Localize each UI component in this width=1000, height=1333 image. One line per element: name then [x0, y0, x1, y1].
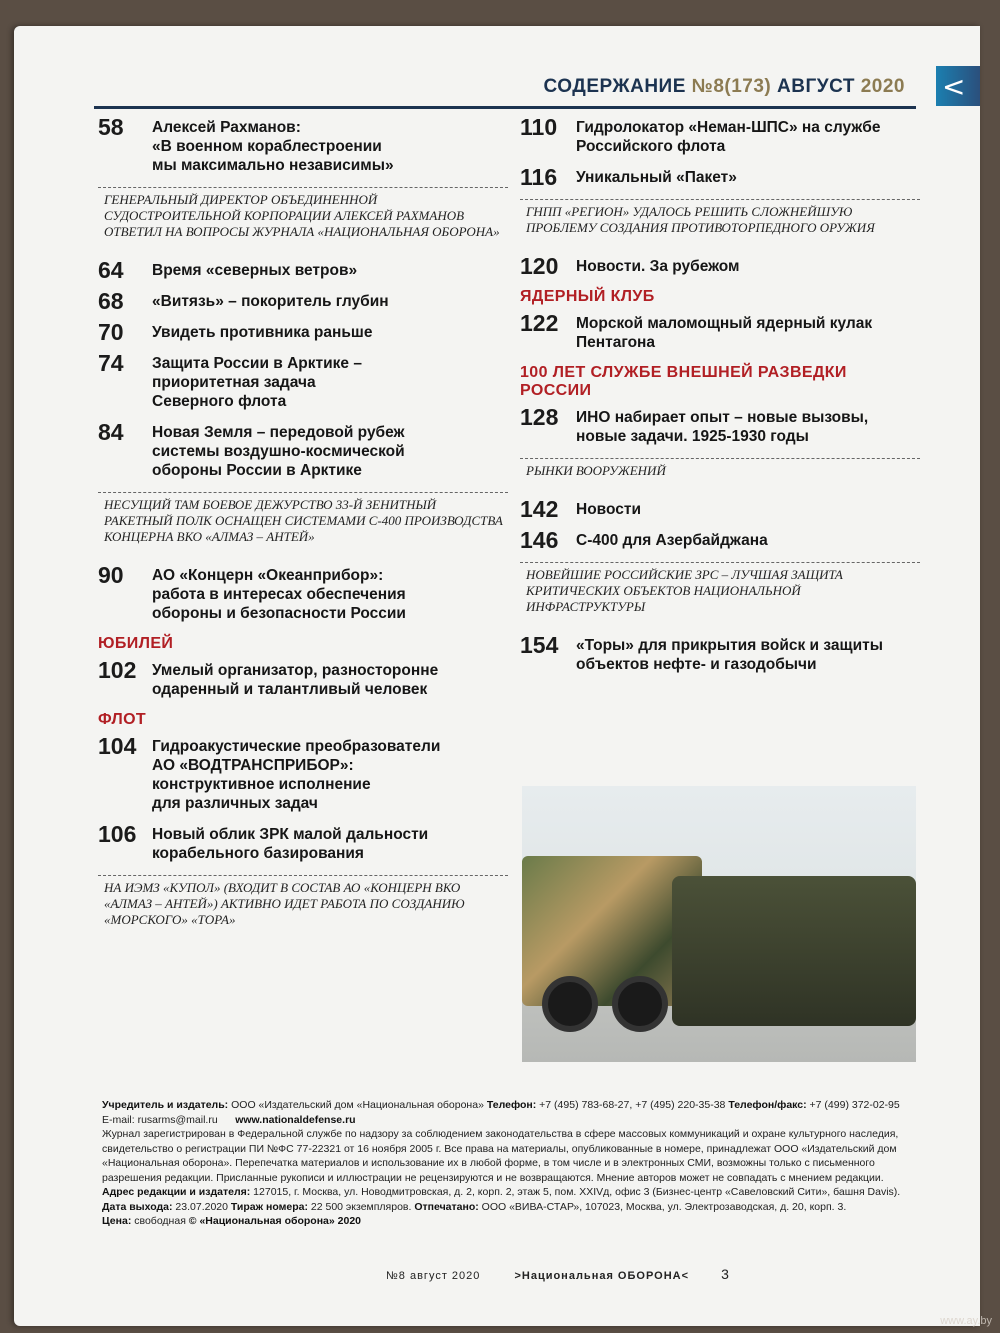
toc-entry-74[interactable] — [98, 350, 508, 411]
magazine-page — [14, 26, 980, 1326]
article-lead: ГНПП «РЕГИОН» УДАЛОСЬ РЕШИТЬ СЛОЖНЕЙШУЮ ПРОБЛЕМУ СОЗДАНИЯ ПРОТИВОТОРПЕДНОГО ОРУЖИЯ — [520, 199, 920, 241]
contents-left-column — [98, 114, 508, 949]
page-number: 68 — [98, 288, 124, 314]
toc-entry-120[interactable] — [520, 253, 920, 279]
article-title: С-400 для Азербайджана — [576, 532, 768, 549]
article-title: Гидролокатор «Неман-ШПС» на службе Российского флота — [576, 119, 881, 155]
toc-entry-58[interactable] — [98, 114, 508, 175]
header-rule — [94, 106, 916, 109]
contents-right-column — [520, 114, 920, 686]
page-number: 106 — [98, 821, 137, 847]
email-link[interactable]: E-mail: rusarms@mail.ru — [102, 1113, 218, 1126]
page-number: 122 — [520, 310, 559, 336]
article-lead: ГЕНЕРАЛЬНЫЙ ДИРЕКТОР ОБЪЕДИНЕННОЙ СУДОСТРОИТЕЛЬНОЙ КОРПОРАЦИИ АЛЕКСЕЙ РАХМАНОВ ОТВЕТИЛ НА ВОПРОСЫ ЖУРНАЛА «НАЦИОНАЛЬНАЯ ОБОРОНА» — [98, 187, 508, 245]
article-title: Алексей Рахманов: «В военном кораблестроении мы максимально независимы» — [152, 119, 394, 174]
article-title: Защита России в Арктике – приоритетная задача Северного флота — [152, 355, 362, 410]
article-title: АО «Концерн «Океанприбор»: работа в интересах обеспечения обороны и безопасности России — [152, 567, 406, 622]
imprint — [102, 1098, 922, 1229]
page-number: 90 — [98, 562, 124, 588]
toc-entry-104[interactable] — [98, 733, 508, 813]
toc-entry-90[interactable] — [98, 562, 508, 623]
article-lead: НА ИЭМЗ «КУПОЛ» (ВХОДИТ В СОСТАВ АО «КОНЦЕРН ВКО «АЛМАЗ – АНТЕЙ») АКТИВНО ИДЕТ РАБОТА ПО СОЗДАНИЮ «МОРСКОГО» «ТОРА» — [98, 875, 508, 933]
tracked-vehicle-shape — [672, 876, 916, 1026]
toc-entry-154[interactable] — [520, 632, 920, 674]
toc-entry-116[interactable] — [520, 164, 920, 190]
article-title: Новый облик ЗРК малой дальности корабельного базирования — [152, 826, 429, 862]
page-number: 146 — [520, 527, 559, 553]
toc-entry-128[interactable] — [520, 404, 920, 446]
page-number: 84 — [98, 419, 124, 445]
section-lead-arms-markets: РЫНКИ ВООРУЖЕНИЙ — [520, 458, 920, 484]
article-title: ИНО набирает опыт – новые вызовы, новые задачи. 1925-1930 годы — [576, 409, 869, 445]
website-link[interactable]: www.nationaldefense.ru — [235, 1113, 356, 1126]
page-number: 116 — [520, 164, 558, 190]
contents-title: СОДЕРЖАНИЕ №8(173) АВГУСТ 2020 — [543, 76, 905, 97]
article-title: Время «северных ветров» — [152, 262, 358, 279]
page-number: 102 — [98, 657, 137, 683]
toc-entry-142[interactable] — [520, 496, 920, 522]
page-folio — [386, 1266, 730, 1282]
article-title: Новости. За рубежом — [576, 258, 740, 275]
toc-entry-70[interactable] — [98, 319, 508, 345]
page-number: 58 — [98, 114, 124, 140]
article-title: Умелый организатор, разносторонне одаренный и талантливый человек — [152, 662, 439, 698]
article-title: Морской маломощный ядерный кулак Пентагона — [576, 315, 873, 351]
section-heading-fleet: ФЛОТ — [98, 711, 147, 728]
toc-entry-110[interactable] — [520, 114, 920, 156]
watermark: www.ay.by — [940, 1315, 992, 1327]
page-number: 120 — [520, 253, 559, 279]
page-number-folio: 3 — [721, 1266, 730, 1282]
imprint-line-publisher: Учредитель и издатель: ООО «Издательский дом «Национальная оборона» Телефон: +7 (495) 783-68-27, +7 (495) 220-35-38 Телефон/факс: +7 (499) 372-02-95 — [102, 1099, 900, 1111]
article-title: Новости — [576, 501, 641, 518]
imprint-line-contacts — [102, 1113, 922, 1128]
toc-entry-102[interactable] — [98, 657, 508, 699]
toc-entry-146[interactable] — [520, 527, 920, 553]
page-number: 64 — [98, 257, 124, 283]
section-heading-nuclear: ЯДЕРНЫЙ КЛУБ — [520, 288, 655, 305]
article-title: Увидеть противника раньше — [152, 324, 373, 341]
wheel-shape — [542, 976, 598, 1032]
imprint-line-address: Адрес редакции и издателя: 127015, г. Москва, ул. Новодмитровская, д. 2, корп. 2, этаж 5, пом. XXIVд, офис 3 (Бизнес-центр «Савеловский Сити», башня Davis). — [102, 1186, 901, 1198]
article-lead: НОВЕЙШИЕ РОССИЙСКИЕ ЗРС – ЛУЧШАЯ ЗАЩИТА КРИТИЧЕСКИХ ОБЪЕКТОВ НАЦИОНАЛЬНОЙ ИНФРАСТРУКТУРЫ — [520, 562, 920, 620]
imprint-line-price: Цена: свободная © «Национальная оборона» 2020 — [102, 1215, 362, 1227]
wheel-shape — [612, 976, 668, 1032]
imprint-line-circulation: Дата выхода: 23.07.2020 Тираж номера: 22 500 экземпляров. Отпечатано: ООО «ВИВА-СТАР», 107023, Москва, ул. Электрозаводская, д. 20, корп. 3. — [102, 1200, 847, 1213]
article-title: Уникальный «Пакет» — [576, 169, 737, 186]
article-title: Гидроакустические преобразователи АО «ВОДТРАНСПРИБОР»: конструктивное исполнение для различных задач — [152, 738, 441, 812]
toc-entry-122[interactable] — [520, 310, 920, 352]
toc-entry-64[interactable] — [98, 257, 508, 283]
page-number: 110 — [520, 114, 558, 140]
tor-vehicles-photo — [522, 786, 916, 1062]
page-number: 104 — [98, 733, 137, 759]
article-title: «Торы» для прикрытия войск и защиты объектов нефте- и газодобычи — [576, 637, 883, 673]
article-lead: НЕСУЩИЙ ТАМ БОЕВОЕ ДЕЖУРСТВО 33-Й ЗЕНИТНЫЙ РАКЕТНЫЙ ПОЛК ОСНАЩЕН СИСТЕМАМИ С-400 ПРОИЗВОДСТВА КОНЦЕРНА ВКО «АЛМАЗ – АНТЕЙ» — [98, 492, 508, 550]
page-number: 70 — [98, 319, 124, 345]
issue-date: №8 август 2020 — [386, 1270, 481, 1282]
article-title: Новая Земля – передовой рубеж системы воздушно-космической обороны России в Арктике — [152, 424, 405, 479]
article-title: «Витязь» – покоритель глубин — [152, 293, 389, 310]
page-number: 128 — [520, 404, 559, 430]
toc-entry-68[interactable] — [98, 288, 508, 314]
page-number: 142 — [520, 496, 559, 522]
section-heading-svr: 100 ЛЕТ СЛУЖБЕ ВНЕШНЕЙ РАЗВЕДКИ РОССИИ — [520, 364, 847, 399]
toc-entry-84[interactable] — [98, 419, 508, 480]
page-number: 74 — [98, 350, 124, 376]
page-number: 154 — [520, 632, 559, 658]
chevron-left-icon: < — [942, 70, 966, 103]
imprint-registration: Журнал зарегистрирован в Федеральной службе по надзору за соблюдением законодательства в сфере массовых коммуникаций и охране культурного наследия, свидетельство о регистрации ПИ №ФС 77-22321 от 16 ноября 2005 г. Все права на материалы, опубликованные в номере, принадлежат ООО «Издательский дом «Национальная оборона». Перепечатка материалов и использование их в любой форме, в том числе и в электронных СМИ, возможны только с письменного разрешения редакции. Присланные рукописи и иллюстрации не рецензируются и не возвращаются. Мнение авторов может не совпадать с мнением редакции. — [102, 1128, 899, 1184]
section-heading-jubilee: ЮБИЛЕЙ — [98, 635, 174, 652]
toc-entry-106[interactable] — [98, 821, 508, 863]
magazine-name: >Национальная ОБОРОНА< — [514, 1270, 690, 1282]
header-accent-bar — [936, 66, 980, 106]
